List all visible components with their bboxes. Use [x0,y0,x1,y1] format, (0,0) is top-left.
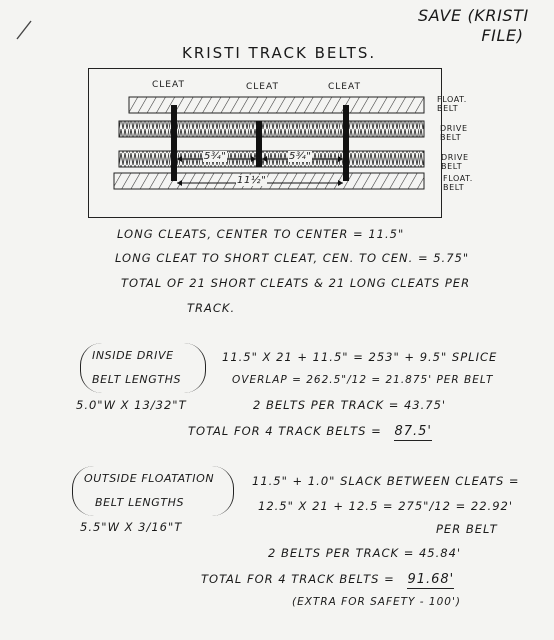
inside-drive-calc-2: OVERLAP = 262.5"/12 = 21.875' PER BELT [232,374,494,386]
dim-long: 11½" [237,175,267,186]
outside-float-calc-3: PER BELT [436,522,498,536]
note-line-1: LONG CLEATS, CENTER TO CENTER = 11.5" [117,227,405,241]
inside-drive-total [188,424,432,439]
outside-float-total [201,572,454,587]
belt-label-drive-lower: DRIVE BELT [441,153,469,171]
cleat-label-left: CLEAT [152,80,185,90]
outside-float-calc-4: 2 BELTS PER TRACK = 45.84' [268,546,462,560]
inside-drive-total-value: 87.5' [394,424,432,439]
dim-short-left: 5¾" [204,151,227,162]
outside-float-size: 5.5"W X 3/16"T [80,520,183,534]
cleat-label-middle: CLEAT [246,82,279,92]
outside-float-total-label: TOTAL FOR 4 TRACK BELTS = [201,572,395,586]
long-cleat-right [343,105,349,181]
pen-mark [14,18,34,42]
inside-drive-size: 5.0"W X 13/32"T [76,398,187,412]
long-cleat-left [171,105,177,181]
note-line-3: TOTAL OF 21 SHORT CLEATS & 21 LONG CLEATS PER [121,276,471,290]
inside-drive-total-label: TOTAL FOR 4 TRACK BELTS = [188,424,382,438]
inside-drive-label-1: INSIDE DRIVE [92,349,174,362]
belt-label-drive-upper: DRIVE BELT [440,124,468,142]
note-line-2: LONG CLEAT TO SHORT CLEAT, CEN. TO CEN. = 5.75" [115,251,470,265]
belt-label-float-bottom: FLOAT. BELT [443,174,473,192]
belt-label-float-top: FLOAT. BELT [437,95,467,113]
drive-belt-upper [119,121,424,137]
inside-drive-calc-1: 11.5" X 21 + 11.5" = 253" + 9.5" SPLICE [222,350,498,364]
inside-drive-label-2: BELT LENGTHS [92,373,182,386]
cleat-label-right: CLEAT [328,82,361,92]
short-cleat-middle [256,121,262,167]
save-note-line1: SAVE (KRISTI [418,6,529,25]
note-line-4: TRACK. [187,301,236,315]
outside-float-total-value: 91.68' [407,572,455,587]
outside-float-label-1: OUTSIDE FLOATATION [84,472,215,485]
outside-float-label-2: BELT LENGTHS [95,496,185,509]
float-belt-bottom [114,173,424,189]
inside-drive-calc-3: 2 BELTS PER TRACK = 43.75' [253,398,447,412]
outside-float-calc-2: 12.5" X 21 + 12.5 = 275"/12 = 22.92' [258,499,513,513]
dim-short-right: 5¾" [289,151,312,162]
outside-float-calc-1: 11.5" + 1.0" SLACK BETWEEN CLEATS = [252,474,520,488]
outside-float-extra-note: (EXTRA FOR SAFETY - 100') [292,596,461,608]
save-note-line2: FILE) [481,26,524,45]
save-note [418,6,529,46]
page-title: KRISTI TRACK BELTS. [182,44,377,62]
